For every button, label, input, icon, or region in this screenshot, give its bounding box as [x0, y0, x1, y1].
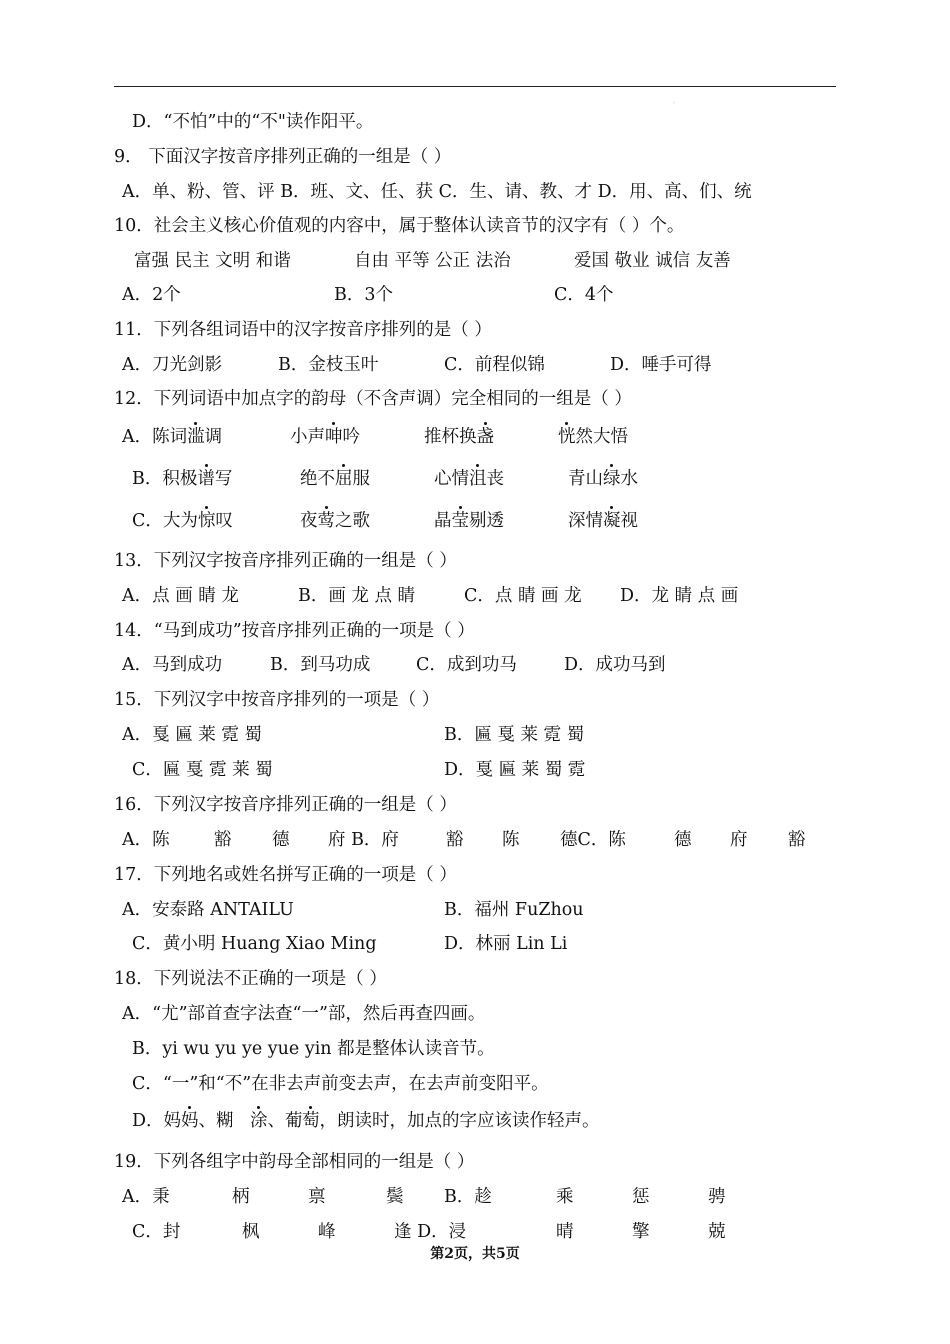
- text-segment: 剔透: [469, 511, 504, 531]
- dotted-character: 滥: [187, 427, 205, 447]
- text-line-q15b-0: [132, 758, 273, 782]
- text-line-q19-0: [114, 1150, 474, 1174]
- text-line-q16o-7: [674, 828, 692, 852]
- text-line-q12b-1: [300, 467, 370, 491]
- text-line-q19a-4: [444, 1185, 492, 1209]
- text-segment: 服: [352, 469, 370, 489]
- text-line-q11o-1: [278, 353, 378, 377]
- text-segment: 豁: [214, 830, 232, 850]
- text-line-q19b-2: [318, 1220, 336, 1244]
- text-line-q16o-9: [788, 828, 806, 852]
- text-segment: 10．社会主义核心价值观的内容中，属于整体认读音节的汉字有（ ）个。: [114, 216, 685, 236]
- text-segment: A．“尤”部首查字法查“一”部，然后再查四画。: [122, 1004, 486, 1024]
- text-line-q10w-2: [574, 249, 731, 273]
- text-line-q16o-3: [328, 828, 399, 852]
- text-line-q14o-3: [564, 653, 666, 677]
- text-segment: 富强 民主 文明 和谐: [134, 251, 291, 271]
- text-segment: 兢: [708, 1222, 726, 1242]
- text-segment: 18．下列说法不正确的一项是（ ）: [114, 969, 387, 989]
- text-segment: 晶: [434, 511, 452, 531]
- text-line-q11o-0: [122, 353, 222, 377]
- text-segment: 9． 下面汉字按音序排列正确的一组是（ ）: [114, 147, 452, 167]
- text-segment: 然大悟: [575, 427, 628, 447]
- text-segment: A．单、粉、管、评 B．班、文、任、获 C．生、请、教、才 D．用、高、们、统: [122, 182, 752, 202]
- dotted-character: 凝: [603, 511, 621, 531]
- dotted-character: 妈: [181, 1111, 199, 1131]
- text-line-q18d-2: [302, 1109, 600, 1133]
- text-line-q9-0: [114, 145, 451, 169]
- text-segment: 12．下列词语中加点字的韵母（不含声调）完全相同的一组是（ ）: [114, 389, 632, 409]
- text-segment: A．秉: [122, 1187, 170, 1207]
- text-line-q16-0: [114, 793, 457, 817]
- text-line-l1-0: [132, 110, 373, 134]
- text-segment: 骋: [708, 1187, 726, 1207]
- text-line-q12c-3: [568, 509, 638, 533]
- text-line-q18d-1: [250, 1109, 303, 1133]
- text-segment: C．匾 戛 霓 莱 蜀: [132, 760, 273, 780]
- text-segment: 调: [204, 427, 223, 447]
- text-segment: B．福州 FuZhou: [444, 900, 584, 920]
- text-line-q19a-1: [232, 1185, 250, 1209]
- page-footer: 第2页，共5页: [430, 1246, 520, 1262]
- text-segment: B．3个: [334, 285, 393, 305]
- dotted-character: 呻: [325, 427, 343, 447]
- text-line-q19a-3: [386, 1185, 404, 1209]
- text-line-q15a-1: [444, 723, 584, 747]
- dotted-character: 沮: [469, 469, 487, 489]
- text-line-q14o-2: [416, 653, 517, 677]
- decorative-dot: .: [673, 98, 675, 105]
- text-segment: 自由 平等 公正 法治: [354, 251, 511, 271]
- dotted-character: 恍: [558, 427, 576, 447]
- text-line-q14-0: [114, 619, 475, 643]
- text-line-q12a-2: [424, 425, 494, 449]
- text-segment: 水: [620, 469, 638, 489]
- text-segment: 13．下列汉字按音序排列正确的一组是（ ）: [114, 551, 457, 571]
- text-line-q14o-1: [270, 653, 370, 677]
- text-segment: D．唾手可得: [610, 355, 712, 375]
- text-line-q14o-0: [122, 653, 222, 677]
- text-segment: C．4个: [554, 285, 614, 305]
- text-line-q12b-0: [132, 467, 232, 491]
- dotted-character: 萄: [302, 1111, 320, 1131]
- text-segment: 16．下列汉字按音序排列正确的一组是（ ）: [114, 795, 457, 815]
- text-line-q10o-0: [122, 283, 181, 307]
- text-line-q12a-1: [290, 425, 360, 449]
- text-segment: 14．“马到成功”按音序排列正确的一项是（ ）: [114, 621, 475, 641]
- text-line-q11o-3: [610, 353, 712, 377]
- text-line-q17b-0: [132, 932, 377, 956]
- text-line-q18b-0: [132, 1037, 495, 1061]
- text-segment: D．成功马到: [564, 655, 666, 675]
- text-segment: C．“一”和“不”在非去声前变去声，在去声前变阳平。: [132, 1074, 549, 1094]
- text-segment: C．点 睛 画 龙: [464, 586, 582, 606]
- text-segment: 枫: [242, 1222, 260, 1242]
- text-segment: 19．下列各组字中韵母全部相同的一组是（ ）: [114, 1152, 475, 1172]
- text-segment: 写: [214, 469, 233, 489]
- text-segment: 之歌: [335, 511, 370, 531]
- text-segment: 11．下列各组词语中的汉字按音序排列的是（ ）: [114, 320, 492, 340]
- text-segment: B．匾 戛 莱 霓 蜀: [444, 725, 585, 745]
- text-line-q17a-0: [122, 898, 294, 922]
- text-segment: D．龙 睛 点 画: [620, 586, 739, 606]
- dotted-character: 谱: [197, 469, 215, 489]
- text-line-q10-0: [114, 214, 684, 238]
- text-segment: 青山: [568, 469, 603, 489]
- text-line-q19b-3: [394, 1220, 466, 1244]
- text-segment: B．yi wu yu ye yue yin 都是整体认读音节。: [132, 1039, 495, 1059]
- text-segment: 德: [674, 830, 692, 850]
- text-segment: C．前程似锦: [444, 355, 545, 375]
- text-segment: 擎: [632, 1222, 650, 1242]
- dotted-character: 涂: [250, 1111, 268, 1131]
- text-segment: 豁: [788, 830, 806, 850]
- text-line-q10w-1: [354, 249, 511, 273]
- text-line-q15-0: [114, 688, 439, 712]
- text-segment: 推杯换: [424, 427, 477, 447]
- text-segment: 禀: [308, 1187, 326, 1207]
- text-line-q12a-0: [122, 425, 222, 449]
- text-segment: 府: [730, 830, 748, 850]
- text-line-q18a-0: [122, 1002, 485, 1026]
- text-line-q11o-2: [444, 353, 545, 377]
- text-line-q18-0: [114, 967, 387, 991]
- text-segment: 吟: [342, 427, 360, 447]
- text-line-q19b-6: [708, 1220, 726, 1244]
- text-line-q10o-2: [554, 283, 614, 307]
- text-segment: A．点 画 睛 龙: [122, 586, 239, 606]
- text-line-q12c-0: [132, 509, 233, 533]
- text-segment: C．大为: [132, 511, 198, 531]
- dotted-character: 绿: [603, 469, 621, 489]
- text-line-q12a-3: [558, 425, 628, 449]
- text-line-q17b-1: [444, 932, 567, 956]
- text-line-q19b-1: [242, 1220, 260, 1244]
- text-line-q13o-1: [298, 584, 415, 608]
- text-segment: 夜: [300, 511, 318, 531]
- text-line-q17a-1: [444, 898, 584, 922]
- text-line-q19b-4: [556, 1220, 574, 1244]
- text-segment: C．黄小明 Huang Xiao Ming: [132, 934, 377, 954]
- text-line-q12c-1: [300, 509, 370, 533]
- text-segment: D．戛 匾 莱 蜀 霓: [444, 760, 586, 780]
- text-segment: B．画 龙 点 睛: [298, 586, 416, 606]
- text-segment: 绝不: [300, 469, 335, 489]
- text-line-q13o-2: [464, 584, 582, 608]
- text-segment: 德C．陈: [560, 830, 626, 850]
- text-segment: B．金枝玉叶: [278, 355, 379, 375]
- text-line-q18d-0: [132, 1109, 234, 1133]
- text-segment: 小声: [290, 427, 325, 447]
- text-segment: A．2个: [122, 285, 181, 305]
- text-segment: 逢 D．浸: [394, 1222, 467, 1242]
- text-line-q19a-7: [708, 1185, 726, 1209]
- text-line-q16o-5: [502, 828, 520, 852]
- text-segment: 17．下列地名或姓名拼写正确的一项是（ ）: [114, 865, 457, 885]
- text-segment: A．陈: [122, 830, 170, 850]
- text-line-q12b-2: [434, 467, 504, 491]
- text-segment: 爱国 敬业 诚信 友善: [574, 251, 731, 271]
- text-line-q16o-4: [446, 828, 464, 852]
- dotted-character: 惊: [197, 511, 216, 531]
- text-segment: 、糊: [198, 1111, 234, 1131]
- text-line-q19a-0: [122, 1185, 170, 1209]
- text-segment: 峰: [318, 1222, 336, 1242]
- text-line-q16o-1: [214, 828, 232, 852]
- text-segment: 15．下列汉字中按音序排列的一项是（ ）: [114, 690, 440, 710]
- text-segment: 陈: [502, 830, 520, 850]
- text-segment: ，朗读时，加点的字应该读作轻声。: [319, 1111, 600, 1131]
- text-line-q16o-8: [730, 828, 748, 852]
- text-line-q10o-1: [334, 283, 393, 307]
- text-segment: C．封: [132, 1222, 181, 1242]
- text-segment: B．积极: [132, 469, 198, 489]
- text-segment: 视: [620, 511, 638, 531]
- text-segment: 柄: [232, 1187, 250, 1207]
- text-line-q13o-3: [620, 584, 738, 608]
- text-line-q16o-6: [560, 828, 626, 852]
- header-rule: [114, 86, 836, 87]
- dotted-character: 莺: [317, 511, 335, 531]
- text-segment: A．刀光剑影: [122, 355, 223, 375]
- text-line-q13o-0: [122, 584, 239, 608]
- dotted-character: 莹: [451, 511, 469, 531]
- dotted-character: 盏: [476, 427, 494, 447]
- text-line-q19a-5: [556, 1185, 574, 1209]
- text-segment: B．到马功成: [270, 655, 371, 675]
- text-line-q12c-2: [434, 509, 504, 533]
- text-segment: 府 B．府: [328, 830, 399, 850]
- text-line-q16o-2: [272, 828, 290, 852]
- text-segment: A．陈词: [122, 427, 188, 447]
- text-line-q12-0: [114, 387, 632, 411]
- text-segment: 乘: [556, 1187, 574, 1207]
- text-line-q15a-0: [122, 723, 262, 747]
- text-segment: D．“不怕”中的“不"读作阳平。: [132, 112, 374, 132]
- text-segment: A．马到成功: [122, 655, 223, 675]
- text-segment: 德: [272, 830, 290, 850]
- text-segment: 豁: [446, 830, 464, 850]
- text-segment: 鬓: [386, 1187, 404, 1207]
- text-segment: 心情: [434, 469, 469, 489]
- text-segment: B．趁: [444, 1187, 492, 1207]
- text-line-q19b-5: [632, 1220, 650, 1244]
- text-line-q9o-0: [122, 180, 752, 204]
- text-segment: 深情: [568, 511, 603, 531]
- text-segment: D．妈: [132, 1111, 182, 1131]
- text-segment: 、葡: [267, 1111, 303, 1131]
- text-line-q10w-0: [134, 249, 291, 273]
- text-segment: 晴: [556, 1222, 574, 1242]
- text-segment: 丧: [486, 469, 504, 489]
- text-line-q15b-1: [444, 758, 585, 782]
- text-line-q12b-3: [568, 467, 638, 491]
- text-segment: C．成到功马: [416, 655, 517, 675]
- text-line-q17-0: [114, 863, 457, 887]
- dotted-character: 屈: [335, 469, 353, 489]
- text-segment: A．安泰路 ANTAILU: [122, 900, 294, 920]
- text-segment: 惩: [632, 1187, 650, 1207]
- text-segment: 叹: [215, 511, 233, 531]
- text-segment: A．戛 匾 莱 霓 蜀: [122, 725, 262, 745]
- text-line-q13-0: [114, 549, 457, 573]
- text-line-q16o-0: [122, 828, 170, 852]
- text-line-q11-0: [114, 318, 492, 342]
- text-line-q19a-2: [308, 1185, 326, 1209]
- text-line-q19a-6: [632, 1185, 650, 1209]
- text-line-q18c-0: [132, 1072, 549, 1096]
- text-line-q19b-0: [132, 1220, 180, 1244]
- text-segment: D．林丽 Lin Li: [444, 934, 568, 954]
